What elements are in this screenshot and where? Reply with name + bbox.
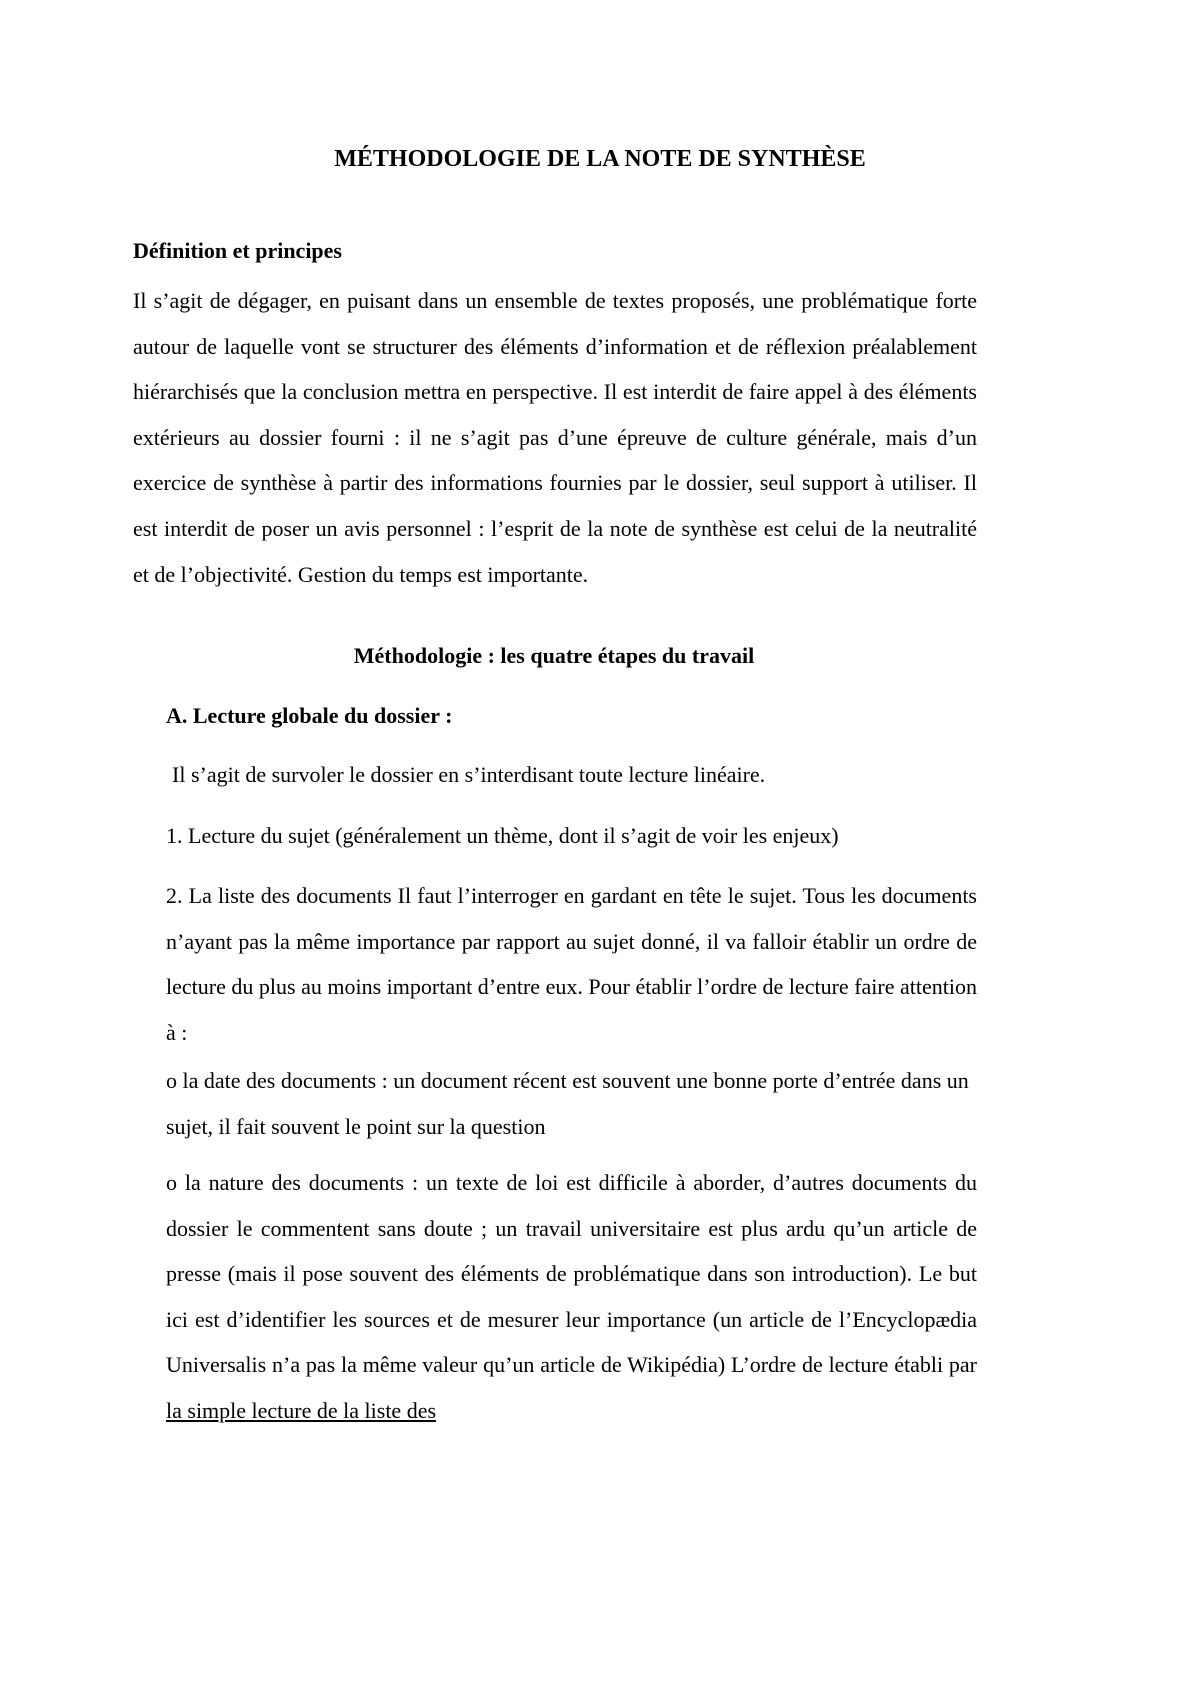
page-title: MÉTHODOLOGIE DE LA NOTE DE SYNTHÈSE <box>334 146 866 172</box>
section-a-heading: A. Lecture globale du dossier : <box>166 703 453 728</box>
underlined-text: la simple lecture de la liste des <box>166 1397 437 1423</box>
bullet-date-of-documents: o la date des documents : un document récent est souvent une bonne porte d’entrée dans un sujet, il fait souvent le point sur la question <box>166 1068 969 1139</box>
bullet-nature-of-documents <box>166 1160 977 1434</box>
bullet-nature-text: o la nature des documents : un texte de loi est difficile à aborder, d’autres documents du dossier le commentent sans doute ; un travail universitaire est plus ardu qu’un article de presse (mais il pose souvent des éléments de problématique dans son introduction). Le but ici est d’identifier les sources et de mesurer leur importance (un article de l’Encyclopædia Universalis n’a pas la même valeur qu’un article de Wikipédia) L’ordre de lecture établi par <box>166 1170 977 1378</box>
definition-heading: Définition et principes <box>133 238 342 263</box>
section-a-intro: Il s’agit de survoler le dossier en s’interdisant toute lecture linéaire. <box>172 762 766 787</box>
definition-paragraph: Il s’agit de dégager, en puisant dans un ensemble de textes proposés, une problématique forte autour de laquelle vont se structurer des éléments d’information et de réflexion préalablement hiérarchisés que la conclusion mettra en perspective. Il est interdit de faire appel à des éléments extérieurs au dossier fourni : il ne s’agit pas d’une épreuve de culture générale, mais d’un exercice de synthèse à partir des informations fournies par le dossier, seul support à utiliser. Il est interdit de poser un avis personnel : l’esprit de la note de synthèse est celui de la neutralité et de l’objectivité. Gestion du temps est importante. <box>133 288 977 587</box>
list-item-1: 1. Lecture du sujet (généralement un thème, dont il s’agit de voir les enjeux) <box>166 823 839 848</box>
methodology-heading: Méthodologie : les quatre étapes du travail <box>353 643 755 668</box>
list-item-2: 2. La liste des documents Il faut l’interroger en gardant en tête le sujet. Tous les documents n’ayant pas la même importance par rapport au sujet donné, il va falloir établir un ordre de lecture du plus au moins important d’entre eux. Pour établir l’ordre de lecture faire attention à : <box>166 883 977 1045</box>
